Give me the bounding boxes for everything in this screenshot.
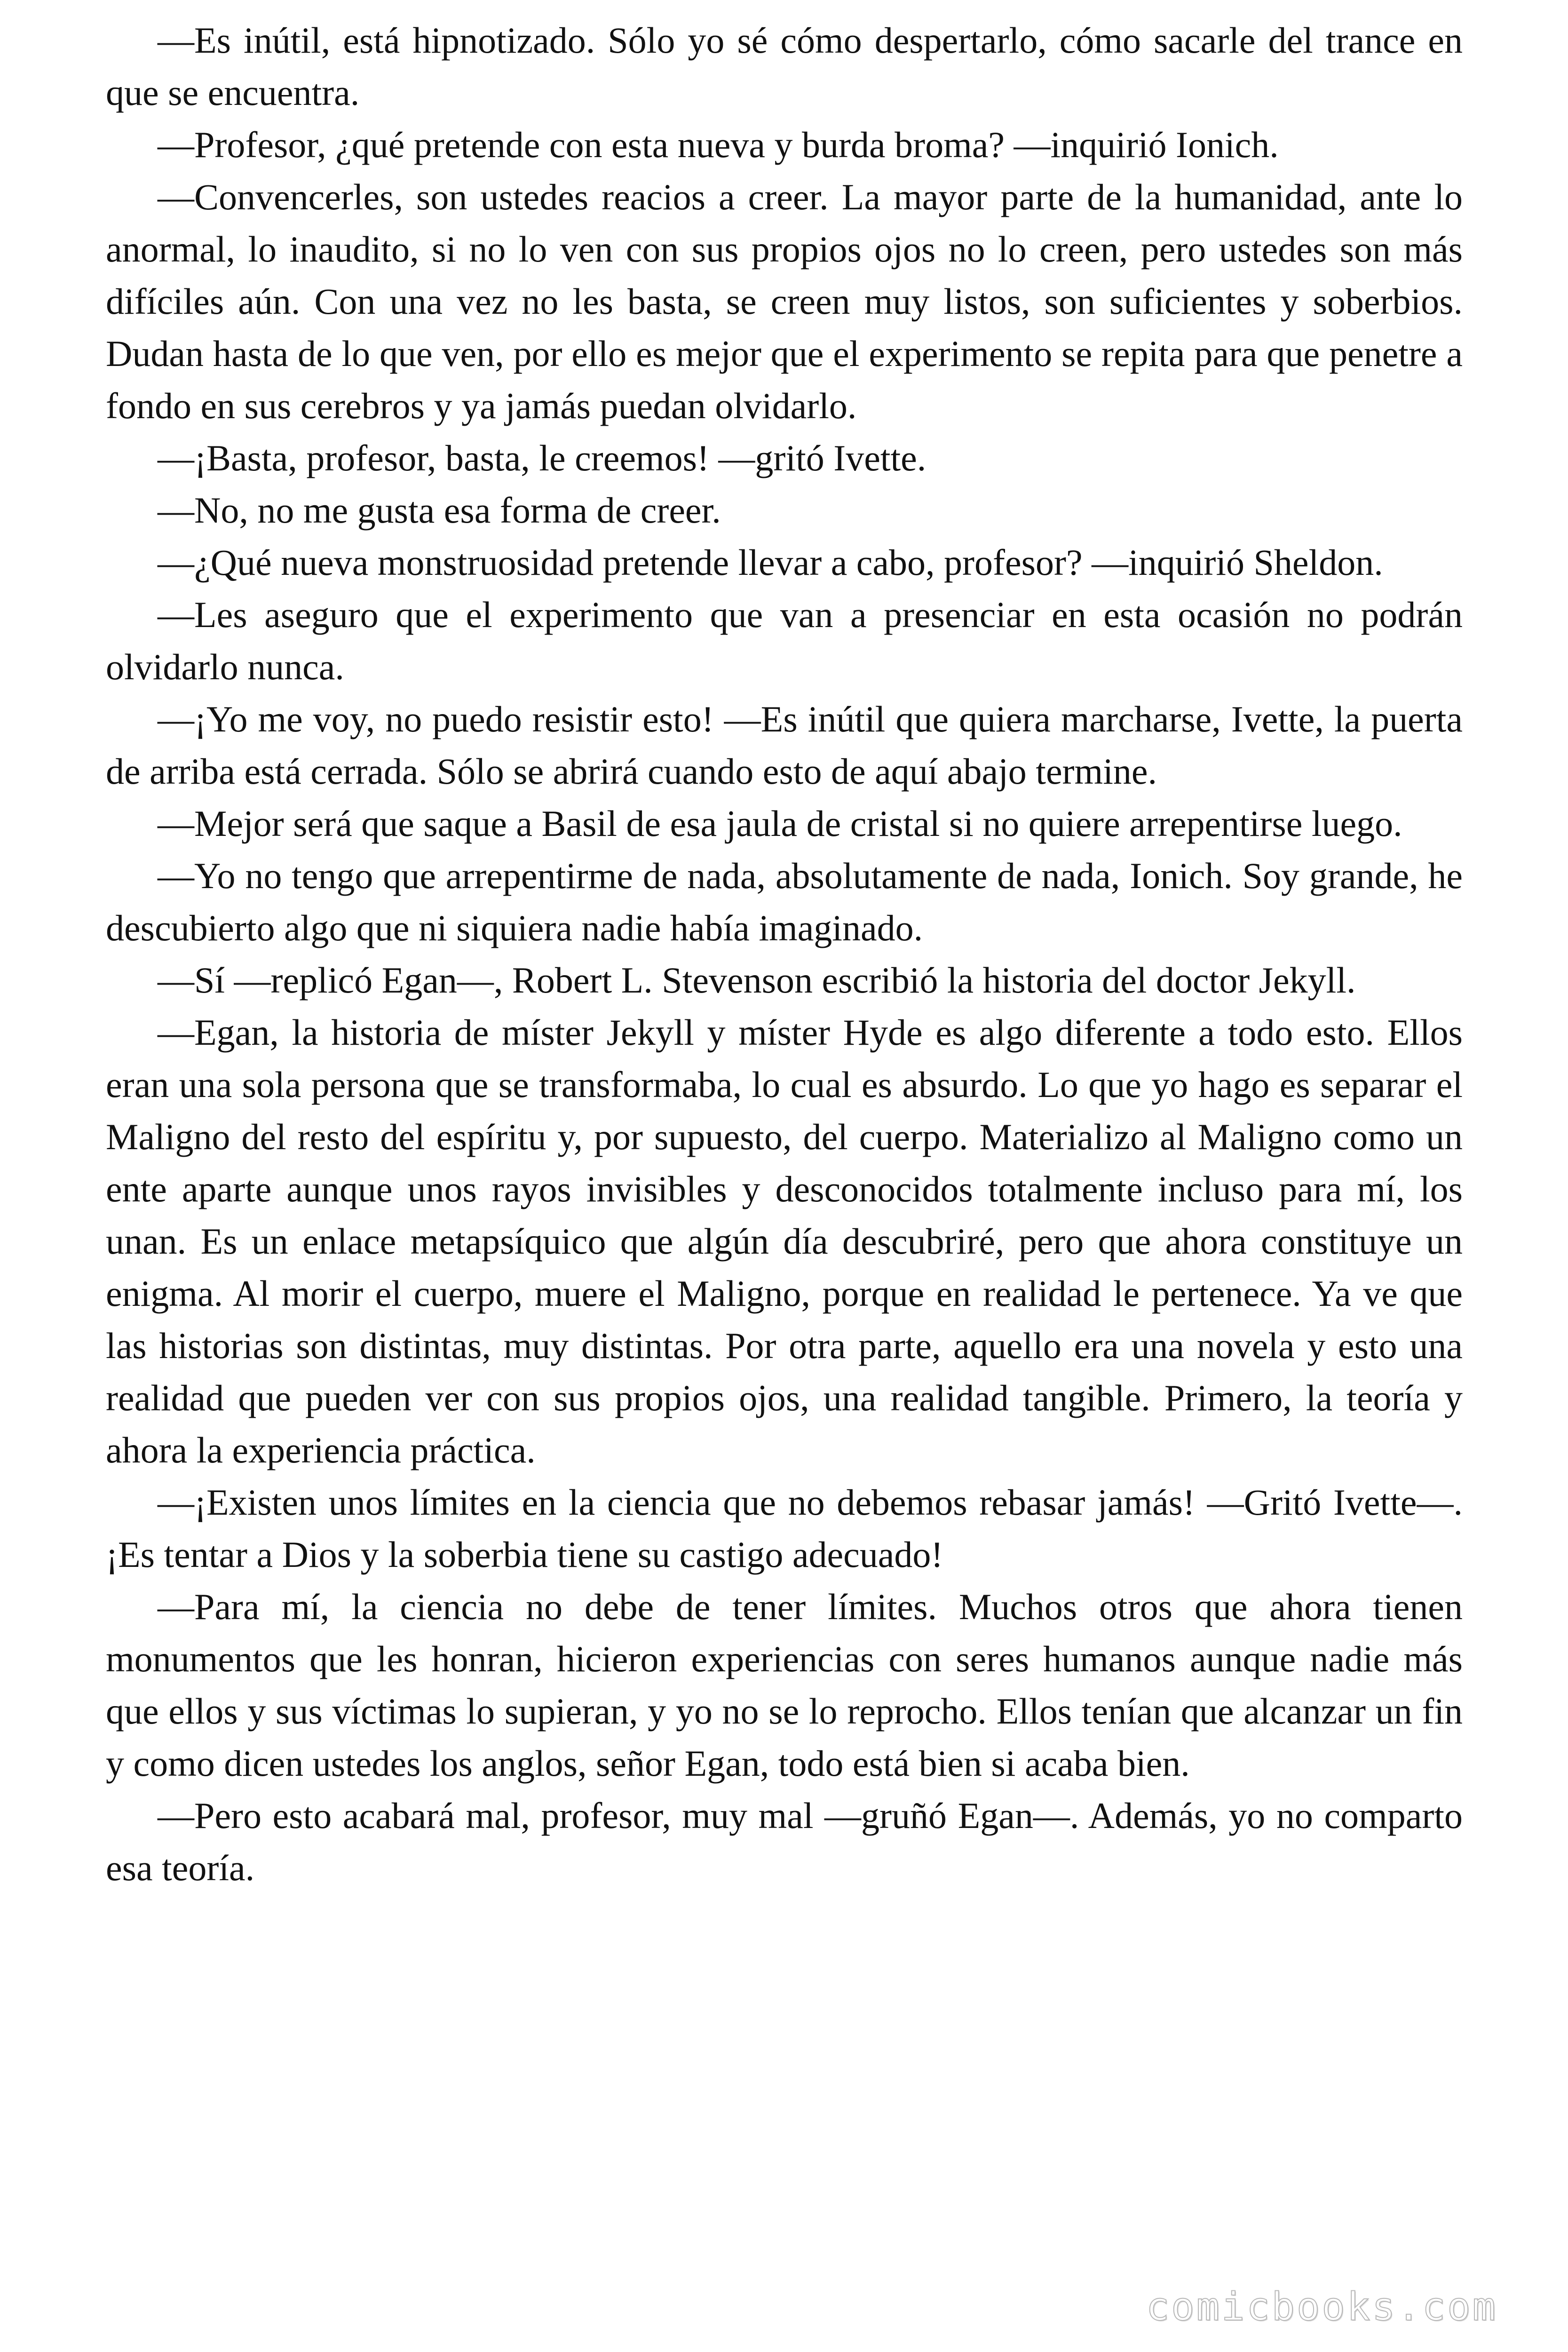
paragraph: —¡Basta, profesor, basta, le creemos! —gritó Ivette. — [158, 437, 927, 478]
paragraph: —¡Yo me voy, no puedo resistir esto! —Es inútil que quiera marcharse, Ivette, la puerta de arriba está cerrada. Sólo se abrirá cuando esto de aquí abajo termine. — [106, 699, 1463, 792]
paragraph: —Es inútil, está hipnotizado. Sólo yo sé cómo despertarlo, cómo sacarle del trance en que se encuentra. — [106, 20, 1463, 113]
paragraph: —¡Existen unos límites en la ciencia que no debemos rebasar jamás! —Gritó Ivette—. ¡Es tentar a Dios y la soberbia tiene su castigo adecuado! — [106, 1482, 1463, 1575]
paragraph: —Para mí, la ciencia no debe de tener límites. Muchos otros que ahora tienen monumentos que les honran, hicieron experiencias con seres humanos aunque nadie más que ellos y sus víctimas lo supieran, y yo no se lo reprocho. Ellos tenían que alcanzar un fin y como dicen ustedes los anglos, señor Egan, todo está bien si acaba bien. — [106, 1586, 1463, 1784]
paragraph: —Sí —replicó Egan—, Robert L. Stevenson escribió la historia del doctor Jekyll. — [158, 960, 1356, 1001]
watermark: comicbooks.com — [1146, 2285, 1497, 2329]
paragraph: —Mejor será que saque a Basil de esa jaula de cristal si no quiere arrepentirse luego. — [158, 803, 1402, 844]
page-body — [106, 14, 1463, 1894]
paragraph: —No, no me gusta esa forma de creer. — [158, 490, 721, 531]
paragraph: —Pero esto acabará mal, profesor, muy mal —gruñó Egan—. Además, yo no comparto esa teoría. — [106, 1795, 1463, 1888]
paragraph: —Les aseguro que el experimento que van a presenciar en esta ocasión no podrán olvidarlo nunca. — [106, 594, 1463, 687]
paragraph: —¿Qué nueva monstruosidad pretende llevar a cabo, profesor? —inquirió Sheldon. — [158, 542, 1383, 583]
paragraph: —Profesor, ¿qué pretende con esta nueva y burda broma? —inquirió Ionich. — [158, 124, 1279, 165]
paragraph: —Egan, la historia de míster Jekyll y míster Hyde es algo diferente a todo esto. Ellos eran una sola persona que se transformaba, lo cual es absurdo. Lo que yo hago es separar el Maligno del resto del espíritu y, por supuesto, del cuerpo. Materializo al Maligno como un ente aparte aunque unos rayos invisibles y desconocidos totalmente incluso para mí, los unan. Es un enlace metapsíquico que algún día descubriré, pero que ahora constituye un enigma. Al morir el cuerpo, muere el Maligno, porque en realidad le pertenece. Ya ve que las historias son distintas, muy distintas. Por otra parte, aquello era una novela y esto una realidad que pueden ver con sus propios ojos, una realidad tangible. Primero, la teoría y ahora la experiencia práctica. — [106, 1012, 1463, 1470]
paragraph: —Convencerles, son ustedes reacios a creer. La mayor parte de la humanidad, ante lo anormal, lo inaudito, si no lo ven con sus propios ojos no lo creen, pero ustedes son más difíciles aún. Con una vez no les basta, se creen muy listos, son suficientes y soberbios. Dudan hasta de lo que ven, por ello es mejor que el experimento se repita para que penetre a fondo en sus cerebros y ya jamás puedan olvidarlo. — [106, 176, 1463, 426]
paragraph: —Yo no tengo que arrepentirme de nada, absolutamente de nada, Ionich. Soy grande, he descubierto algo que ni siquiera nadie había imaginado. — [106, 855, 1463, 948]
